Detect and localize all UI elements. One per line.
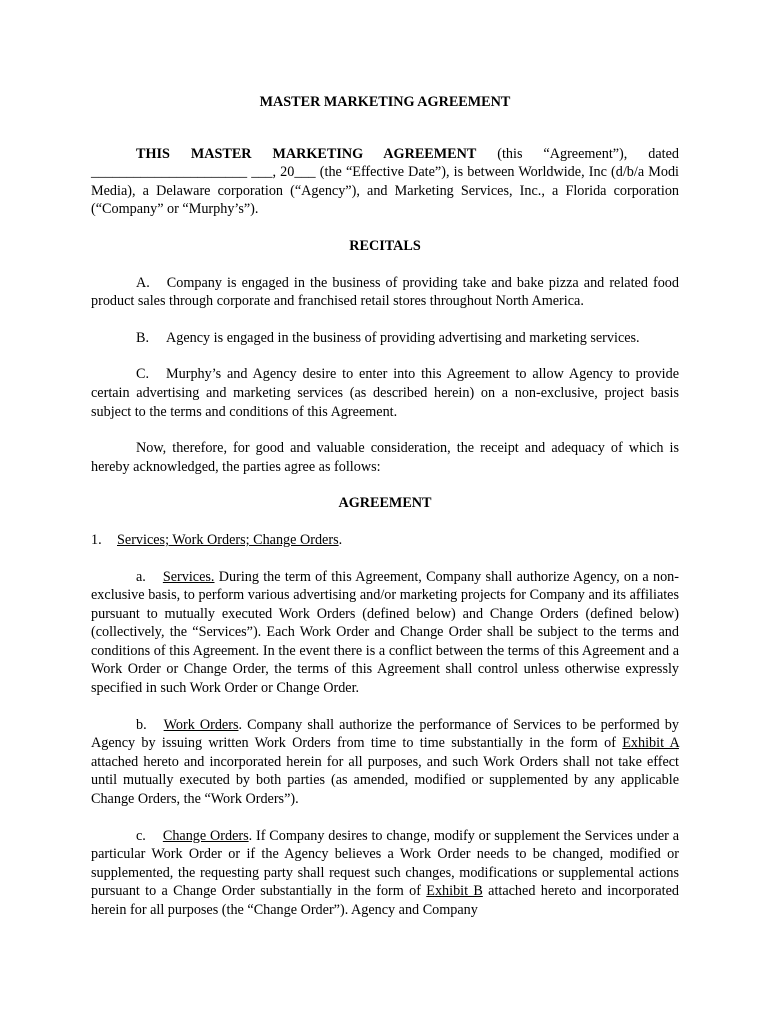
- section-1a-paragraph: [91, 568, 679, 698]
- section-1c-text1: . If Company desires to change, modify or supplement the Services under a particular Work Order or if the Agency believes a Work Order needs to be changed, modified or supplemented, the requesting party shall request such changes, modifications or supplemental actions pursuant to a Change Order substantially in the form of: [91, 827, 679, 900]
- section-1c-label: Change Orders: [162, 827, 249, 844]
- preamble-paragraph: [91, 145, 679, 219]
- section-1b-text2: attached hereto and incorporated herein for all purposes, and such Work Orders shall not take effect until mutually executed by both parties (as amended, modified or supplemented by any applicable Change Orders, the “Work Orders”).: [91, 753, 679, 808]
- recital-c-letter: C.: [136, 366, 150, 383]
- recital-c: [91, 365, 679, 421]
- section-1c-paragraph: [91, 827, 679, 920]
- recital-b-letter: B.: [136, 329, 150, 346]
- document-title: MASTER MARKETING AGREEMENT: [259, 94, 511, 110]
- section-1-number: 1.: [91, 531, 102, 548]
- section-1-title-end: .: [338, 531, 343, 548]
- now-therefore-paragraph: Now, therefore, for good and valuable consideration, the receipt and adequacy of which is hereby acknowledged, the parties agree as follows:: [91, 440, 679, 475]
- recitals-heading: RECITALS: [349, 237, 421, 254]
- section-1b-letter: b.: [136, 716, 147, 733]
- recital-a-text: Company is engaged in the business of providing take and bake pizza and related food product sales through corporate and franchised retail stores throughout North America.: [91, 274, 679, 310]
- agreement-heading: AGREEMENT: [338, 495, 432, 512]
- section-1-title: Services; Work Orders; Change Orders: [117, 531, 339, 548]
- preamble-text: (this “Agreement”), dated ______________________ ___, 20___ (the “Effective Date”), is between Worldwide, Inc (d/b/a Modi Media), a Delaware corporation (“Agency”), and Marketing Services, Inc., a Florida corporation (“Company” or “Murphy’s”).: [91, 145, 679, 218]
- recital-a: [91, 274, 679, 311]
- section-1a-label: Services.: [162, 568, 215, 585]
- section-1c-text2: attached hereto and incorporated herein for all purposes (the “Change Order”). Agency and Company: [91, 883, 679, 918]
- section-1c-letter: c.: [136, 827, 146, 844]
- recital-c-text: Murphy’s and Agency desire to enter into this Agreement to allow Agency to provide certain advertising and marketing services (as described herein) on a non-exclusive, project basis subject to the terms and conditions of this Agreement.: [91, 366, 679, 420]
- exhibit-b-reference: Exhibit B: [426, 883, 483, 900]
- recital-b: [91, 329, 679, 348]
- exhibit-a-reference: Exhibit A: [622, 735, 680, 752]
- document-page: [91, 93, 679, 938]
- recital-a-letter: A.: [136, 274, 150, 291]
- section-1b-text1: . Company shall authorize the performance of Services to be performed by Agency by issuing written Work Orders from time to time substantially in the form of: [91, 716, 679, 752]
- section-1b-paragraph: [91, 716, 679, 809]
- section-1b-label: Work Orders: [163, 716, 239, 733]
- section-1a-letter: a.: [136, 568, 146, 585]
- preamble-bold-lead: THIS MASTER MARKETING AGREEMENT: [136, 145, 477, 162]
- section-1a-text: During the term of this Agreement, Company shall authorize Agency, on a non-exclusive basis, to perform various advertising and/or marketing projects for Company and its affiliates pursuant to mutually executed Work Orders (defined below) and Change Orders (defined below) (collectively, the “Services”). Each Work Order and Change Order shall be subject to the terms and conditions of this Agreement. In the event there is a conflict between the terms of this Agreement and a Work Order or Change Order, the terms of this Agreement shall control unless otherwise expressly specified in such Work Order or Change Order.: [91, 568, 679, 697]
- section-1-heading: [91, 531, 679, 550]
- recital-b-text: Agency is engaged in the business of providing advertising and marketing services.: [166, 329, 640, 346]
